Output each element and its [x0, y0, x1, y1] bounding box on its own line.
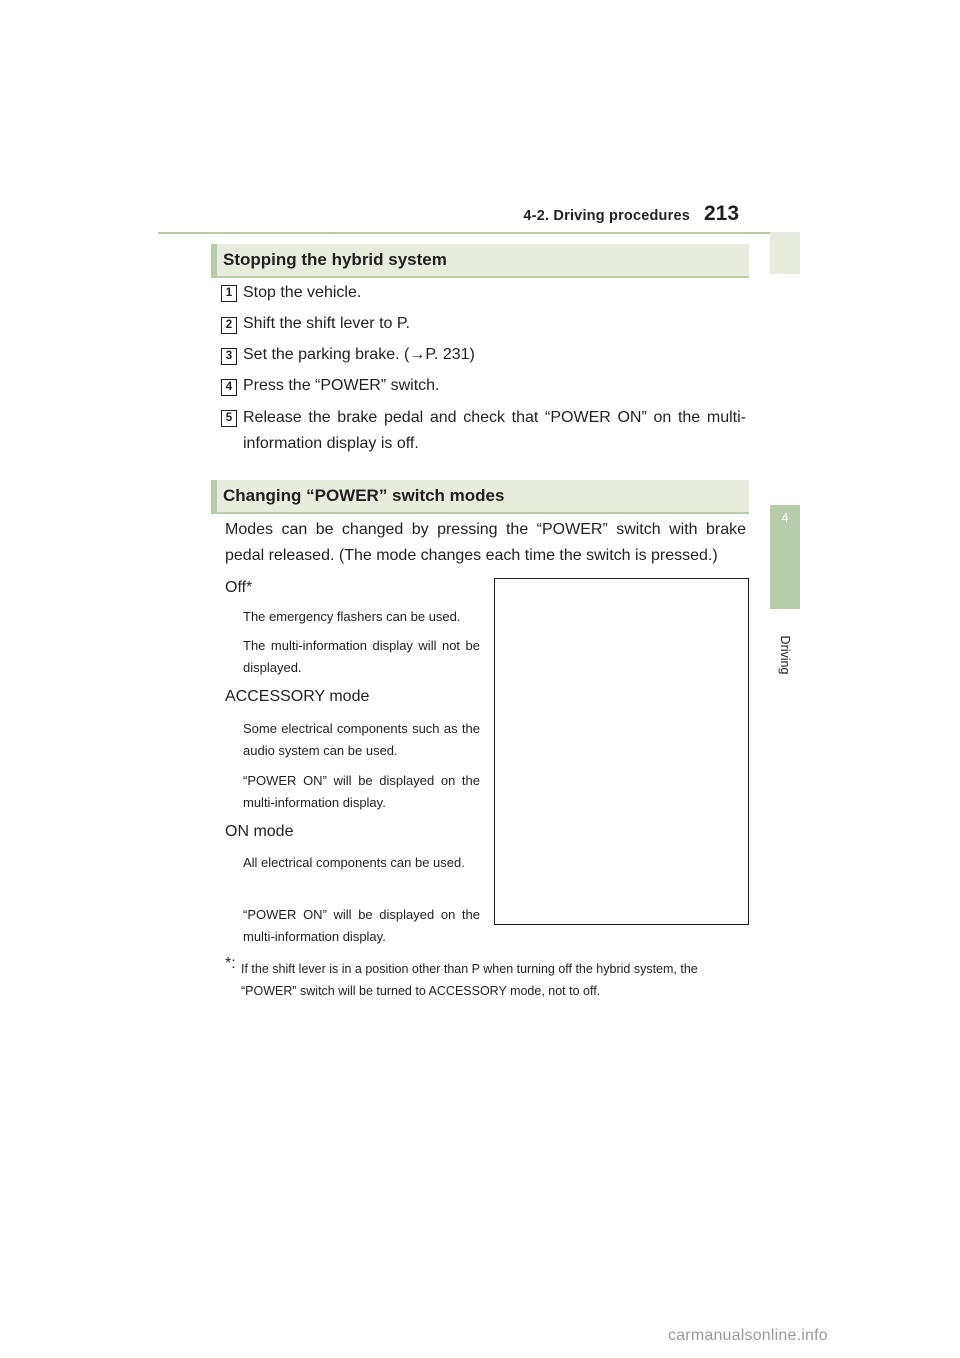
section-underline: [211, 512, 749, 514]
section-title: 4-2. Driving procedures: [523, 208, 690, 224]
chapter-label: [770, 620, 800, 690]
mode-description: Some electrical components such as the audio system can be used.: [243, 721, 480, 758]
footnote-text: If the shift lever is in a position other than P when turning off the hybrid system, the “POWER” switch will be turned to ACCESSORY mode, not to off.: [241, 962, 698, 998]
intro-paragraph: Modes can be changed by pressing the “POWER” switch with brake pedal released. (The mode changes each time the switch is pressed.): [225, 521, 746, 564]
step-text: Press the “POWER” switch.: [243, 377, 440, 394]
step-number: 5: [221, 410, 237, 427]
side-tab-top: [770, 232, 800, 274]
mode-description: All electrical components can be used.: [243, 855, 465, 870]
mode-description: The emergency flashers can be used.: [243, 609, 461, 624]
mode-description: The multi-information display will not be displayed.: [243, 638, 480, 675]
chapter-number: 4: [781, 510, 789, 525]
step-text: Stop the vehicle.: [243, 284, 362, 301]
step-number: 3: [221, 348, 237, 365]
step-text: Release the brake pedal and check that “POWER ON” on the multi-information display is off.: [243, 409, 746, 452]
footnote-mark: *:: [225, 955, 236, 972]
mode-title: ON mode: [225, 823, 294, 840]
chapter-label-text: Driving: [778, 635, 792, 675]
header-rule: [158, 232, 800, 234]
step-number: 1: [221, 285, 237, 302]
section-underline: [211, 276, 749, 278]
section-heading-stopping: [211, 244, 749, 276]
mode-description: “POWER ON” will be displayed on the multi-information display.: [243, 907, 480, 944]
page-number: 213: [704, 202, 740, 225]
section-heading-changing: [211, 480, 749, 512]
step-number: 4: [221, 379, 237, 396]
section-heading-text: Stopping the hybrid system: [223, 250, 447, 269]
step-text: Set the parking brake. (→P. 231): [243, 346, 475, 363]
step-text: Shift the shift lever to P.: [243, 315, 410, 332]
watermark: carmanualsonline.info: [668, 1327, 828, 1344]
section-heading-text: Changing “POWER” switch modes: [223, 486, 505, 505]
mode-description: “POWER ON” will be displayed on the multi-information display.: [243, 773, 480, 810]
step-number: 2: [221, 317, 237, 334]
illustration-frame: [494, 578, 749, 925]
mode-title: ACCESSORY mode: [225, 688, 370, 705]
mode-title: Off*: [225, 579, 253, 596]
